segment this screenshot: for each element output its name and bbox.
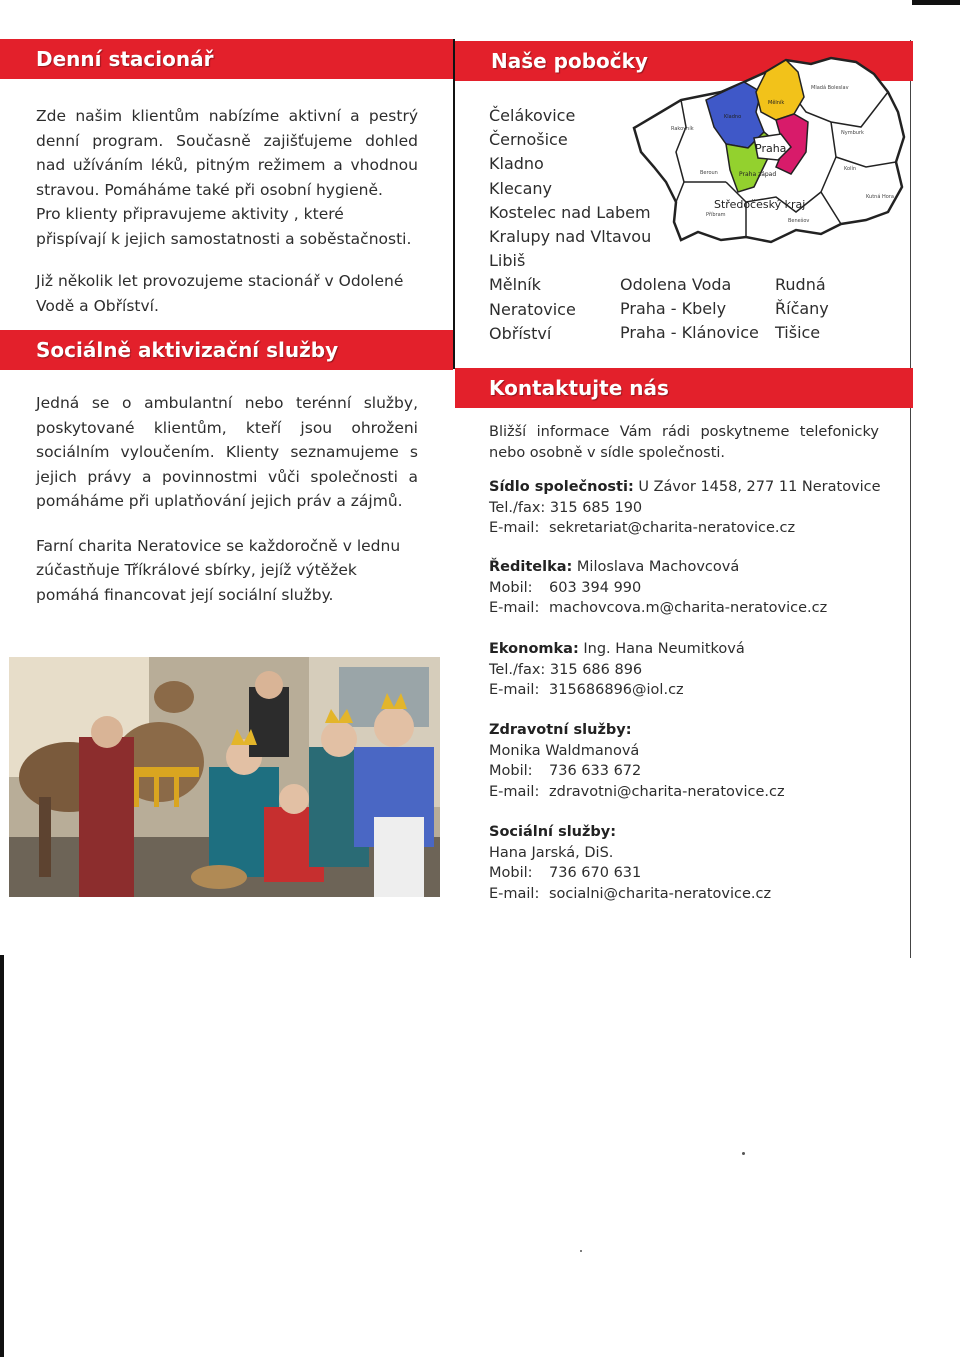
hq-tel-label: Tel./fax: — [489, 499, 546, 516]
health-mobil-label: Mobil: — [489, 763, 533, 779]
social-services-mobil-label: Mobil: — [489, 865, 533, 881]
branch-item: Neratovice — [489, 299, 576, 319]
social-text — [36, 391, 418, 607]
praha-label: Praha — [755, 142, 787, 155]
health-email-link[interactable]: zdravotni@charita-neratovice.cz — [549, 783, 785, 800]
three-kings-photo-image — [9, 657, 440, 897]
branch-item: Kostelec nad Labem — [489, 202, 651, 222]
map-label-kolin: Kolín — [844, 166, 857, 172]
branch-item: Rudná — [775, 275, 826, 294]
hq-address: U Závor 1458, 277 11 Neratovice — [638, 479, 881, 495]
economist-tel: 315 686 896 — [549, 661, 643, 678]
health-mobil: 736 633 672 — [549, 763, 642, 779]
right-edge-line — [910, 40, 911, 958]
region-label: Středočeský kraj — [714, 198, 806, 211]
contact-intro-text: Bližší informace Vám rádi poskytneme telefonicky nebo osobně v sídle společnosti. — [489, 424, 879, 461]
director-label: Ředitelka: — [489, 559, 573, 575]
social-services-mobil: 736 670 631 — [549, 865, 642, 881]
branch-item: Obříství — [489, 323, 552, 343]
map-label-nymburk: Nymburk — [841, 130, 864, 136]
director-mobil-label: Mobil: — [489, 579, 533, 596]
map-label-pribram: Příbram — [706, 212, 726, 218]
contact-economist — [489, 639, 745, 701]
economist-email-link[interactable]: 315686896@iol.cz — [549, 682, 684, 698]
map-label-rakovnik: Rakovník — [671, 126, 694, 132]
day-center-paragraph-2: Pro klienty připravujeme aktivity , které přispívají k jejich samostatnosti a soběstačnosti. — [36, 205, 412, 248]
branch-item: Černošice — [489, 130, 568, 150]
director-name: Miloslava Machovcová — [576, 559, 740, 575]
branch-item: Odolena Voda — [620, 275, 732, 294]
social-heading — [0, 330, 453, 370]
branch-item: Tišice — [775, 323, 821, 343]
branches-heading-text: Naše pobočky — [491, 49, 648, 73]
region-map — [626, 52, 908, 257]
social-services-label: Sociální služby: — [489, 824, 617, 840]
health-name: Monika Waldmanová — [489, 742, 640, 759]
map-label-mlada-boleslav: Mladá Boleslav — [811, 85, 849, 91]
director-mobil: 603 394 990 — [549, 579, 642, 596]
social-heading-text: Sociálně aktivizační služby — [36, 338, 339, 362]
contact-hq — [489, 477, 881, 539]
column-divider — [453, 39, 455, 369]
contact-intro — [489, 422, 879, 463]
contact-heading-text: Kontaktujte nás — [489, 376, 669, 400]
praha-zapad-label: Praha západ — [739, 171, 777, 178]
day-center-paragraph-1: Zde našim klientům nabízíme aktivní a pestrý denní program. Současně zajišťujeme dohled nad užíváním léků, pitným režimem a vhodnou stravou. Pomáháme také při osobní hygieně. — [36, 107, 418, 199]
director-email-link[interactable]: machovcova.m@charita-neratovice.cz — [549, 600, 828, 616]
hq-email-label: E-mail: — [489, 520, 540, 536]
day-center-heading-text: Denní stacionář — [36, 47, 214, 71]
left-edge-mark — [0, 955, 4, 1357]
hq-tel: 315 685 190 — [549, 499, 643, 516]
social-paragraph-1: Jedná se o ambulantní nebo terénní služby, poskytované klientům, kteří jsou ohroženi sociálním vyloučením. Klienty seznamujeme s jejich právy a povinnostmi vůči společnosti a pomáháme při uplatňování jejich práv a zájmů. — [36, 394, 418, 510]
branch-item: Kralupy nad Vltavou — [489, 227, 652, 247]
branch-item: Praha - Klánovice — [620, 323, 759, 343]
hq-email-link[interactable]: sekretariat@charita-neratovice.cz — [549, 520, 796, 536]
map-label-melnik: Mělník — [768, 100, 785, 106]
contact-health — [489, 720, 785, 802]
map-label-kladno: Kladno — [724, 114, 742, 120]
social-services-email-link[interactable]: socialni@charita-neratovice.cz — [549, 885, 772, 902]
scan-speck — [742, 1152, 745, 1155]
economist-label: Ekonomka: — [489, 641, 579, 657]
map-label-beroun: Beroun — [700, 170, 718, 176]
economist-tel-label: Tel./fax: — [489, 661, 546, 678]
branches-col2 — [620, 273, 759, 346]
contact-director — [489, 557, 827, 619]
scan-speck — [580, 1250, 582, 1252]
map-label-kutna-hora: Kutná Hora — [866, 194, 894, 200]
economist-email-label: E-mail: — [489, 682, 540, 698]
health-label: Zdravotní služby: — [489, 722, 632, 738]
branch-item: Říčany — [775, 299, 829, 319]
branch-item: Kladno — [489, 154, 544, 174]
branch-item: Klecany — [489, 178, 552, 198]
branches-col3 — [775, 273, 829, 346]
day-center-text — [36, 104, 418, 318]
economist-name: Ing. Hana Neumitková — [583, 641, 745, 657]
branch-item: Praha - Kbely — [620, 299, 727, 319]
director-email-label: E-mail: — [489, 600, 540, 616]
corner-mark — [912, 0, 960, 5]
social-services-email-label: E-mail: — [489, 885, 540, 902]
branch-item: Mělník — [489, 275, 541, 295]
branch-item: Čelákovice — [489, 106, 576, 125]
central-bohemia-map — [626, 52, 908, 257]
three-kings-photo — [9, 657, 440, 897]
branch-item: Libiš — [489, 251, 526, 271]
day-center-paragraph-3: Již několik let provozujeme stacionář v Odolené Vodě a Obříství. — [36, 272, 404, 315]
map-label-benesov: Benešov — [788, 218, 810, 224]
social-paragraph-2: Farní charita Neratovice se každoročně v lednu zúčastňuje Tříkrálové sbírky, jejíž výtěžek pomáhá financovat její sociální služby. — [36, 536, 401, 604]
hq-label: Sídlo společnosti: — [489, 479, 634, 495]
contact-social — [489, 822, 771, 904]
contact-heading — [455, 368, 913, 408]
social-services-name: Hana Jarská, DiS. — [489, 844, 614, 861]
health-email-label: E-mail: — [489, 783, 540, 800]
day-center-heading — [0, 39, 453, 79]
